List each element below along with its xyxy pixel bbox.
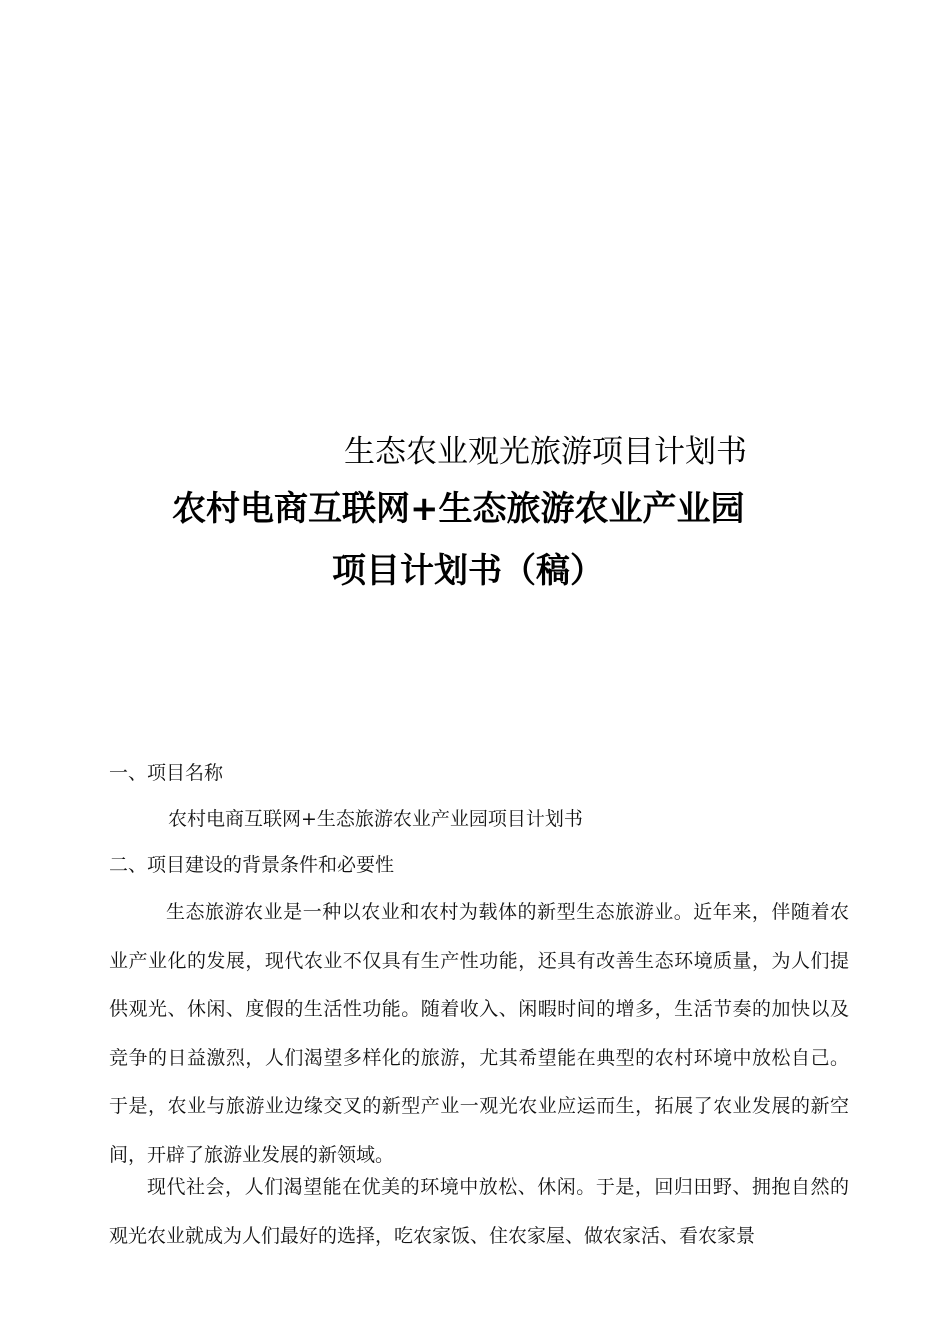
- section2-paragraph2: 现代社会，人们渴望能在优美的环境中放松、休闲。于是，回归田野、拥抱自然的观光农业就成为人们最好的选择，吃农家饭、住农家屋、做农家活、看农家景: [109, 1176, 849, 1247]
- section2-paragraph1: 生态旅游农业是一种以农业和农村为载体的新型生态旅游业。近年来，伴随着农业产业化的发展，现代农业不仅具有生产性功能，还具有改善生态环境质量，为人们提供观光、休闲、度假的生活性功能。随着收入、闲暇时间的增多，生活节奏的加快以及竞争的日益激烈，人们渴望多样化的旅游，尤其希望能在典型的农村环境中放松自己。于是，农业与旅游业边缘交叉的新型产业一观光农业应运而生，拓展了农业发展的新空间，开辟了旅游业发展的新领域。: [109, 901, 849, 1166]
- section1-heading: 一、项目名称: [109, 762, 224, 784]
- section1-content: 农村电商互联网+生态旅游农业产业园项目计划书: [168, 808, 583, 830]
- document-title-line1: 农村电商互联网+生态旅游农业产业园: [172, 489, 745, 529]
- document-title-line2: 项目计划书（稿）: [332, 551, 604, 591]
- section2-heading: 二、项目建设的背景条件和必要性: [109, 854, 395, 876]
- document-subtitle: 生态农业观光旅游项目计划书: [344, 434, 747, 470]
